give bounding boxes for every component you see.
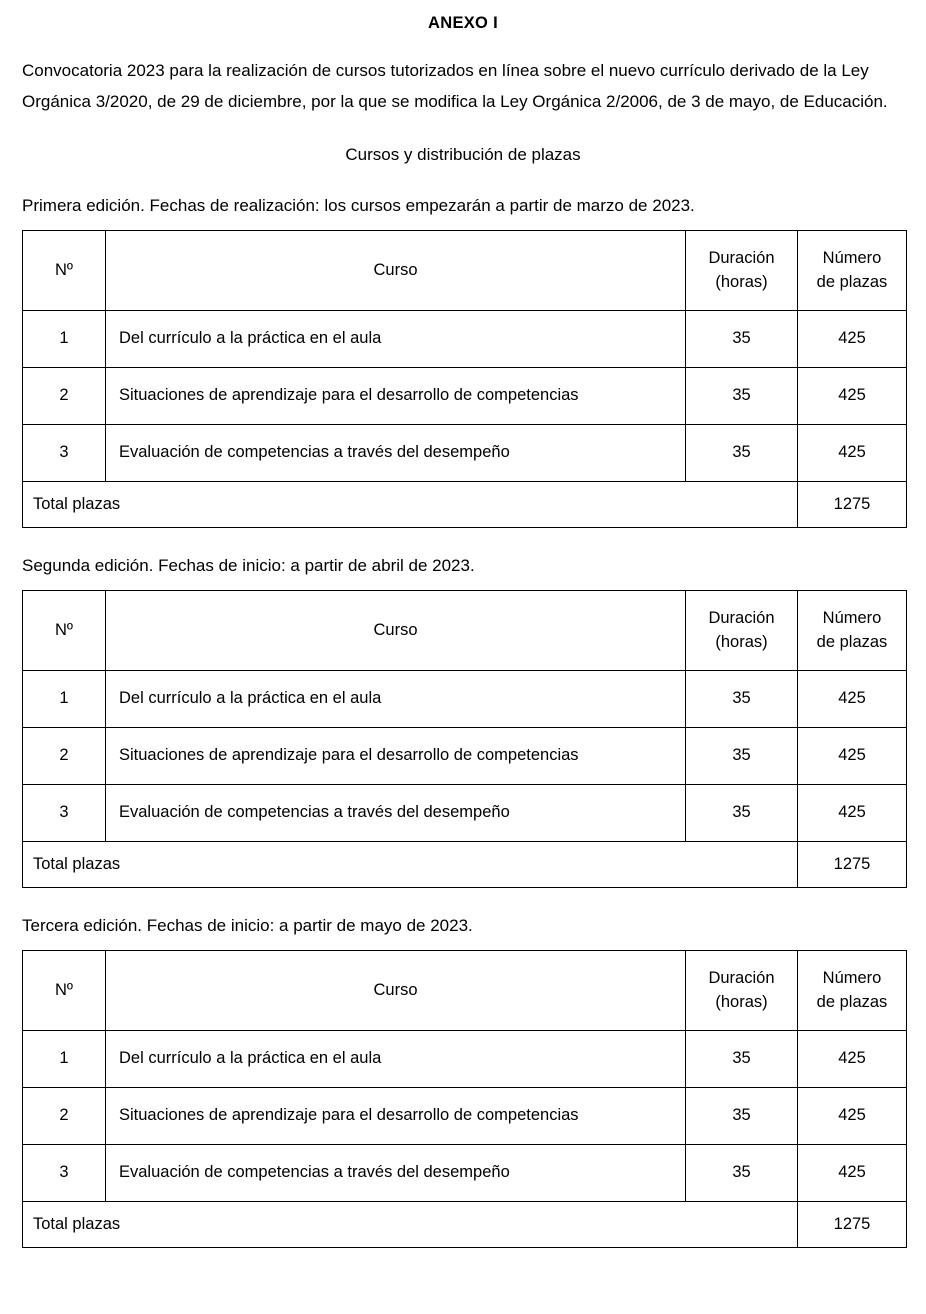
edition-heading-tercera: Tercera edición. Fechas de inicio: a partir de mayo de 2023. <box>22 915 473 935</box>
column-header-duration-line1: Duración <box>708 609 775 628</box>
intro-paragraph: Convocatoria 2023 para la realización de cursos tutorizados en línea sobre el nuevo currículo derivado de la Ley Orgánica 3/2020, de 29 de diciembre, por la que se modifica la Ley Orgánica 2/2006, de 3 de mayo, de Educación. <box>22 60 888 111</box>
column-header-seats <box>798 230 907 310</box>
column-header-duration-line2: (horas) <box>715 273 768 292</box>
cell-number: 2 <box>23 1087 106 1144</box>
cell-seats: 425 <box>798 310 907 367</box>
edition-heading-segunda: Segunda edición. Fechas de inicio: a partir de abril de 2023. <box>22 555 475 575</box>
cell-number: 1 <box>23 310 106 367</box>
cell-duration: 35 <box>686 310 798 367</box>
column-header-seats-line2: de plazas <box>816 993 888 1012</box>
edition-heading-primera: Primera edición. Fechas de realización: los cursos empezarán a partir de marzo de 2023. <box>22 195 695 215</box>
column-header-duration-line1: Duración <box>708 249 775 268</box>
column-header-seats-line2: de plazas <box>816 633 888 652</box>
cell-number: 2 <box>23 727 106 784</box>
table-header-row <box>23 230 907 310</box>
cell-duration: 35 <box>686 784 798 841</box>
table-row <box>23 727 907 784</box>
cell-seats: 425 <box>798 670 907 727</box>
column-header-duration-line1: Duración <box>708 969 775 988</box>
column-header-seats-line2: de plazas <box>816 273 888 292</box>
table-header-row <box>23 950 907 1030</box>
cell-total-value: 1275 <box>798 1201 907 1247</box>
cell-course: Situaciones de aprendizaje para el desarrollo de competencias <box>106 1087 686 1144</box>
cell-course: Evaluación de competencias a través del desempeño <box>106 784 686 841</box>
cell-duration: 35 <box>686 1030 798 1087</box>
cell-duration: 35 <box>686 727 798 784</box>
column-header-course: Curso <box>106 590 686 670</box>
cell-course: Del currículo a la práctica en el aula <box>106 310 686 367</box>
cell-course: Del currículo a la práctica en el aula <box>106 1030 686 1087</box>
cell-duration: 35 <box>686 1144 798 1201</box>
cell-total-label: Total plazas <box>23 481 798 527</box>
cell-number: 3 <box>23 784 106 841</box>
column-header-duration <box>686 230 798 310</box>
cell-course: Situaciones de aprendizaje para el desarrollo de competencias <box>106 727 686 784</box>
cell-number: 2 <box>23 367 106 424</box>
courses-table-segunda <box>22 590 907 888</box>
column-header-seats-line1: Número <box>822 249 882 268</box>
cell-course: Del currículo a la práctica en el aula <box>106 670 686 727</box>
table-row <box>23 310 907 367</box>
cell-number: 3 <box>23 424 106 481</box>
cell-duration: 35 <box>686 367 798 424</box>
table-total-row <box>23 1201 907 1247</box>
column-header-number: Nº <box>23 230 106 310</box>
table-total-row <box>23 841 907 887</box>
column-header-duration-line2: (horas) <box>715 633 768 652</box>
column-header-seats <box>798 950 907 1030</box>
table-row <box>23 1144 907 1201</box>
column-header-seats-line1: Número <box>822 609 882 628</box>
cell-total-value: 1275 <box>798 481 907 527</box>
courses-table-primera <box>22 230 907 528</box>
cell-total-label: Total plazas <box>23 841 798 887</box>
cell-duration: 35 <box>686 1087 798 1144</box>
column-header-duration <box>686 950 798 1030</box>
page-title: ANEXO I <box>428 14 498 32</box>
column-header-seats <box>798 590 907 670</box>
column-header-course: Curso <box>106 950 686 1030</box>
column-header-number: Nº <box>23 590 106 670</box>
cell-total-value: 1275 <box>798 841 907 887</box>
column-header-course: Curso <box>106 230 686 310</box>
cell-number: 1 <box>23 670 106 727</box>
cell-number: 3 <box>23 1144 106 1201</box>
cell-seats: 425 <box>798 1030 907 1087</box>
cell-course: Situaciones de aprendizaje para el desarrollo de competencias <box>106 367 686 424</box>
table-row <box>23 670 907 727</box>
table-row <box>23 424 907 481</box>
cell-seats: 425 <box>798 424 907 481</box>
section-subtitle: Cursos y distribución de plazas <box>345 144 581 164</box>
cell-number: 1 <box>23 1030 106 1087</box>
cell-course: Evaluación de competencias a través del desempeño <box>106 424 686 481</box>
column-header-number: Nº <box>23 950 106 1030</box>
cell-duration: 35 <box>686 424 798 481</box>
cell-seats: 425 <box>798 1144 907 1201</box>
column-header-duration <box>686 590 798 670</box>
cell-duration: 35 <box>686 670 798 727</box>
table-row <box>23 367 907 424</box>
cell-seats: 425 <box>798 727 907 784</box>
cell-seats: 425 <box>798 1087 907 1144</box>
cell-seats: 425 <box>798 367 907 424</box>
table-header-row <box>23 590 907 670</box>
table-total-row <box>23 481 907 527</box>
table-row <box>23 1087 907 1144</box>
cell-total-label: Total plazas <box>23 1201 798 1247</box>
table-row <box>23 1030 907 1087</box>
column-header-duration-line2: (horas) <box>715 993 768 1012</box>
table-row <box>23 784 907 841</box>
courses-table-tercera <box>22 950 907 1248</box>
column-header-seats-line1: Número <box>822 969 882 988</box>
cell-seats: 425 <box>798 784 907 841</box>
cell-course: Evaluación de competencias a través del desempeño <box>106 1144 686 1201</box>
